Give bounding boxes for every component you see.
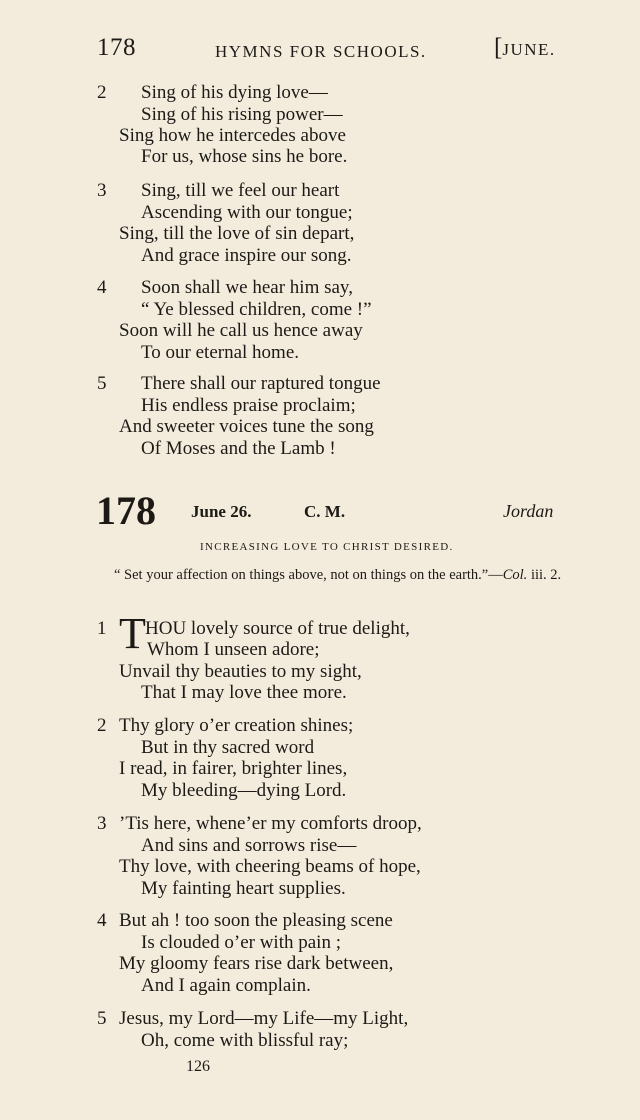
- running-month: [494, 34, 556, 62]
- verse-number: 2: [97, 82, 107, 103]
- verse-line: “ Ye blessed children, come !”: [141, 299, 372, 320]
- verse-line: Oh, come with blissful ray;: [141, 1030, 349, 1051]
- running-title: HYMNS FOR SCHOOLS.: [215, 42, 427, 61]
- verse-line: Soon shall we hear him say,: [141, 277, 353, 298]
- verse-line: And sweeter voices tune the song: [119, 416, 374, 437]
- verse-line: Sing, till we feel our heart: [141, 180, 340, 201]
- signature-mark: 126: [186, 1058, 210, 1075]
- month-label: JUNE.: [502, 40, 556, 59]
- verse-line: ’Tis here, whene’er my comforts droop,: [119, 813, 422, 834]
- verse-line: But in thy sacred word: [141, 737, 315, 758]
- hymn-date: June 26.: [191, 502, 252, 521]
- verse-number: 3: [97, 180, 107, 201]
- epigraph: [114, 566, 572, 584]
- verse-number: 5: [97, 373, 107, 394]
- epigraph-text: “ Set your affection on things above, not on things on the earth.”—: [114, 567, 503, 583]
- verse-line: Thy love, with cheering beams of hope,: [119, 856, 421, 877]
- verse-line: My bleeding—dying Lord.: [141, 780, 347, 801]
- verse-line: To our eternal home.: [141, 342, 300, 363]
- epigraph-reference: iii. 2.: [527, 567, 562, 583]
- verse-line: Of Moses and the Lamb !: [141, 438, 336, 459]
- verse-line: But ah ! too soon the pleasing scene: [119, 910, 393, 931]
- verse-line: His endless praise proclaim;: [141, 395, 356, 416]
- bracket: [: [494, 34, 503, 61]
- verse-line: Sing of his dying love—: [141, 82, 328, 103]
- verse-number: 3: [97, 813, 107, 834]
- verse-line: Thy glory o’er creation shines;: [119, 715, 354, 736]
- verse-number: 4: [97, 910, 107, 931]
- verse-line: And sins and sorrows rise—: [141, 835, 357, 856]
- verse-line: Soon will he call us hence away: [119, 320, 363, 341]
- epigraph-citation: Col.: [502, 567, 528, 583]
- verse-line: Whom I unseen adore;: [147, 639, 320, 660]
- verse-line: And grace inspire our song.: [141, 245, 352, 266]
- hymn-number: 178: [96, 488, 156, 533]
- hymn-tune: Jordan: [503, 501, 554, 521]
- verse-line: Jesus, my Lord—my Life—my Light,: [119, 1008, 409, 1029]
- verse-line: For us, whose sins he bore.: [141, 146, 348, 167]
- verse-line: My gloomy fears rise dark between,: [119, 953, 394, 974]
- verse-line: And I again complain.: [141, 975, 311, 996]
- drop-cap: T: [119, 609, 146, 658]
- verse-number: 2: [97, 715, 107, 736]
- verse-number: 4: [97, 277, 107, 298]
- verse-line: Is clouded o’er with pain ;: [141, 932, 341, 953]
- verse-line: There shall our raptured tongue: [141, 373, 381, 394]
- verse-line: That I may love thee more.: [141, 682, 347, 703]
- verse-line: My fainting heart supplies.: [141, 878, 346, 899]
- verse-line: Sing how he intercedes above: [119, 125, 346, 146]
- verse-line: Sing, till the love of sin depart,: [119, 223, 355, 244]
- verse-line: Sing of his rising power—: [141, 104, 343, 125]
- hymn-meter: C. M.: [304, 502, 346, 521]
- verse-number: 5: [97, 1008, 107, 1029]
- verse-line: I read, in fairer, brighter lines,: [119, 758, 348, 779]
- hymn-subtitle: INCREASING LOVE TO CHRIST DESIRED.: [200, 541, 454, 553]
- verse-line: Unvail thy beauties to my sight,: [119, 661, 362, 682]
- verse-number: 1: [97, 618, 107, 639]
- page-number: 178: [97, 34, 136, 61]
- verse-line: Ascending with our tongue;: [141, 202, 353, 223]
- verse-line: HOU lovely source of true delight,: [145, 618, 410, 639]
